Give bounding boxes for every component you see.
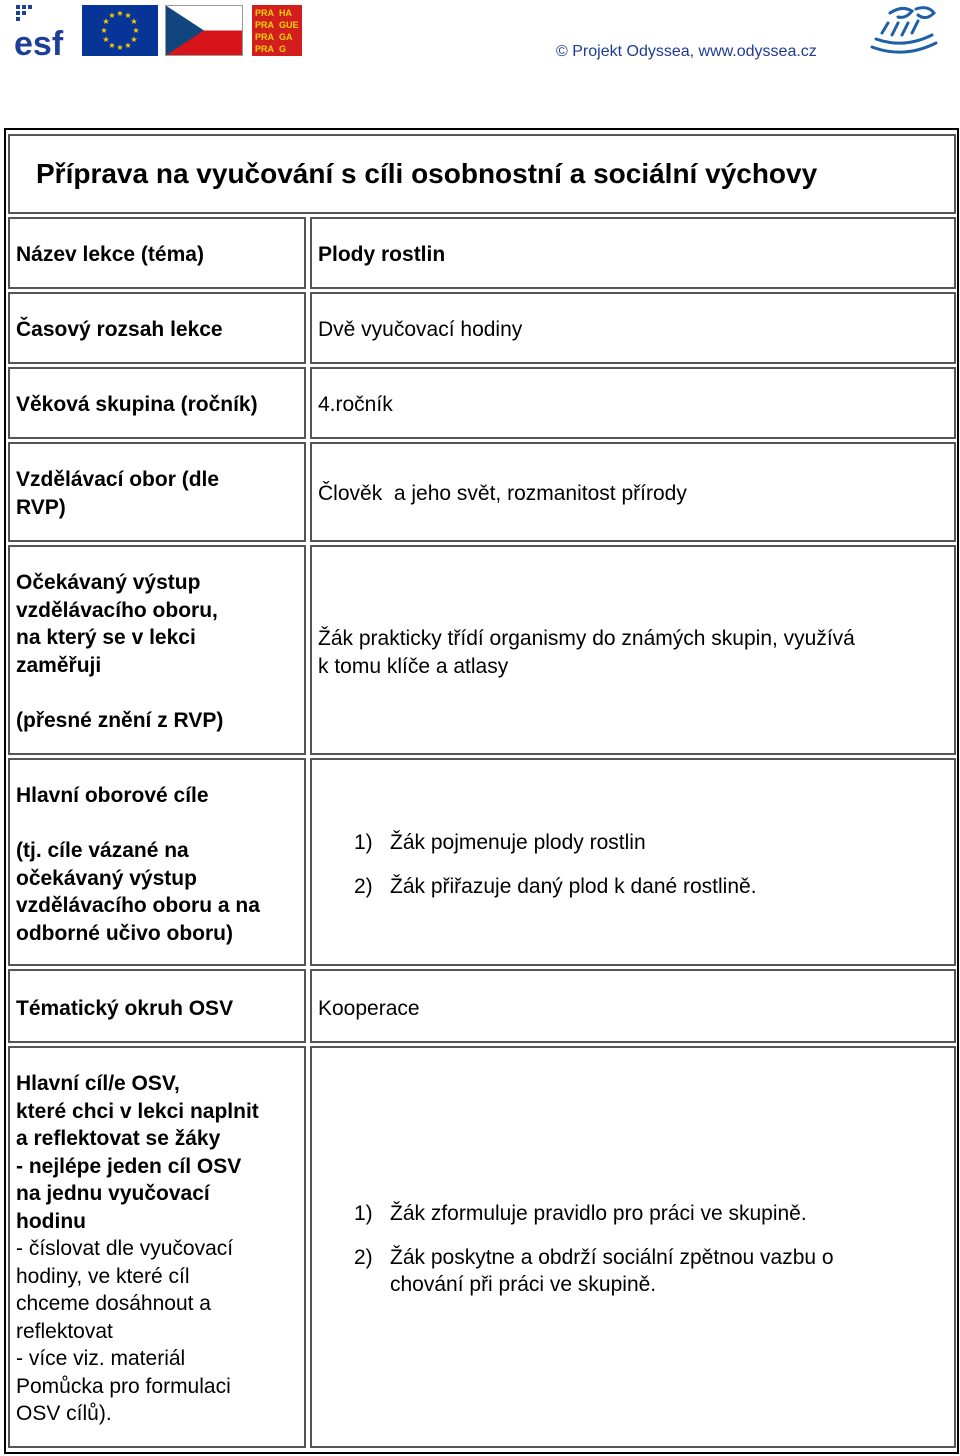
row-label: zaměřuji xyxy=(16,654,102,677)
row-value-cell xyxy=(310,758,956,966)
row-label-note: (přesné znění z RVP) xyxy=(16,709,224,732)
row-label: vzdělávacího oboru, xyxy=(16,599,218,622)
subject-goals-list xyxy=(354,829,757,900)
row-label: vzdělávacího oboru a na xyxy=(16,894,260,917)
row-label-cell xyxy=(8,969,306,1043)
row-label: (tj. cíle vázané na xyxy=(16,839,189,862)
row-label: na jednu vyučovací xyxy=(16,1182,210,1205)
list-item: 1) Žák zformuluje pravidlo pro práci ve skupině. xyxy=(354,1202,807,1225)
page-header xyxy=(0,0,960,70)
row-label: Tématický okruh OSV xyxy=(16,997,234,1020)
row-label-cell xyxy=(8,292,306,364)
row-label-note: reflektovat xyxy=(16,1320,113,1343)
copyright-text xyxy=(556,43,817,61)
row-label: které chci v lekci naplnit xyxy=(16,1100,259,1123)
svg-text:★: ★ xyxy=(102,35,110,44)
row-label-note: - více viz. materiál xyxy=(16,1347,186,1370)
row-label-note: - číslovat dle vyučovací xyxy=(16,1237,234,1260)
row-label: Věková skupina (ročník) xyxy=(16,393,258,416)
list-item: 2) Žák poskytne a obdrží sociální zpětnou vazbu o chování při práci ve skupině. xyxy=(354,1245,834,1296)
row-value-cell xyxy=(310,217,956,289)
esf-logo xyxy=(14,5,76,57)
row-label-cell xyxy=(8,442,306,542)
svg-text:★: ★ xyxy=(102,17,110,26)
odyssea-ship-logo xyxy=(868,3,940,61)
svg-text:★: ★ xyxy=(130,17,138,26)
row-label-cell xyxy=(8,217,306,289)
row-label: Vzdělávací obor (dle xyxy=(16,468,220,491)
title-cell xyxy=(8,134,956,214)
list-item: 2) Žák přiřazuje daný plod k dané rostlině. xyxy=(354,874,757,898)
lesson-topic-value: Plody rostlin xyxy=(318,243,446,266)
row-value-cell xyxy=(310,969,956,1043)
row-label-cell xyxy=(8,545,306,755)
row-value-cell xyxy=(310,292,956,364)
row-value-cell xyxy=(310,442,956,542)
svg-text:★: ★ xyxy=(132,26,140,35)
row-label: - nejlépe jeden cíl OSV xyxy=(16,1155,242,1178)
list-item: 1) Žák pojmenuje plody rostlin xyxy=(354,831,646,854)
row-value-cell xyxy=(310,545,956,755)
row-value-cell xyxy=(310,367,956,439)
row-label: Hlavní oborové cíle xyxy=(16,784,209,807)
svg-text:esf: esf xyxy=(14,25,64,57)
subject-area-value: Člověk a jeho svět, rozmanitost přírody xyxy=(318,482,687,505)
row-label: hodinu xyxy=(16,1210,86,1233)
row-label: Hlavní cíl/e OSV, xyxy=(16,1072,180,1095)
row-label-note: OSV cílů). xyxy=(16,1402,112,1425)
svg-text:★: ★ xyxy=(108,41,116,50)
svg-text:★: ★ xyxy=(124,41,132,50)
expected-outcome-value: Žák prakticky třídí organismy do známých skupin, využívá xyxy=(318,627,855,650)
row-label: očekávaný výstup xyxy=(16,867,197,890)
czech-flag-logo xyxy=(165,5,243,56)
osv-topic-value: Kooperace xyxy=(318,997,420,1020)
eu-flag-logo xyxy=(82,5,158,56)
row-label-cell xyxy=(8,1046,306,1448)
row-label: RVP) xyxy=(16,496,66,519)
expected-outcome-value: k tomu klíče a atlasy xyxy=(318,655,509,678)
time-range-value: Dvě vyučovací hodiny xyxy=(318,318,523,341)
svg-text:★: ★ xyxy=(108,11,116,20)
row-label: a reflektovat se žáky xyxy=(16,1127,221,1150)
row-label: na který se v lekci xyxy=(16,626,196,649)
svg-text:★: ★ xyxy=(100,26,108,35)
copyright-link: Projekt Odyssea, www.odyssea.cz xyxy=(572,43,817,60)
svg-text:★: ★ xyxy=(130,35,138,44)
copyright-symbol: © xyxy=(556,43,568,60)
row-label-cell xyxy=(8,758,306,966)
row-label-note: chceme dosáhnout a xyxy=(16,1292,211,1315)
row-label-note: hodiny, ve které cíl xyxy=(16,1265,190,1288)
praha-logo: PRA HA PRA GUE PRA GA PRA G xyxy=(252,5,302,56)
row-label: Název lekce (téma) xyxy=(16,243,204,266)
svg-text:★: ★ xyxy=(124,11,132,20)
osv-goals-list xyxy=(354,1200,834,1299)
row-label: Očekávaný výstup xyxy=(16,571,201,594)
document-title: Příprava na vyučování s cíli osobnostní a sociální výchovy xyxy=(36,158,818,189)
age-group-value: 4.ročník xyxy=(318,393,393,416)
row-value-cell xyxy=(310,1046,956,1448)
row-label: Časový rozsah lekce xyxy=(16,318,223,341)
svg-text:★: ★ xyxy=(116,9,124,18)
svg-text:★: ★ xyxy=(116,43,124,52)
row-label: odborné učivo oboru) xyxy=(16,922,233,945)
row-label-cell xyxy=(8,367,306,439)
row-label-note: Pomůcka pro formulaci xyxy=(16,1375,231,1398)
